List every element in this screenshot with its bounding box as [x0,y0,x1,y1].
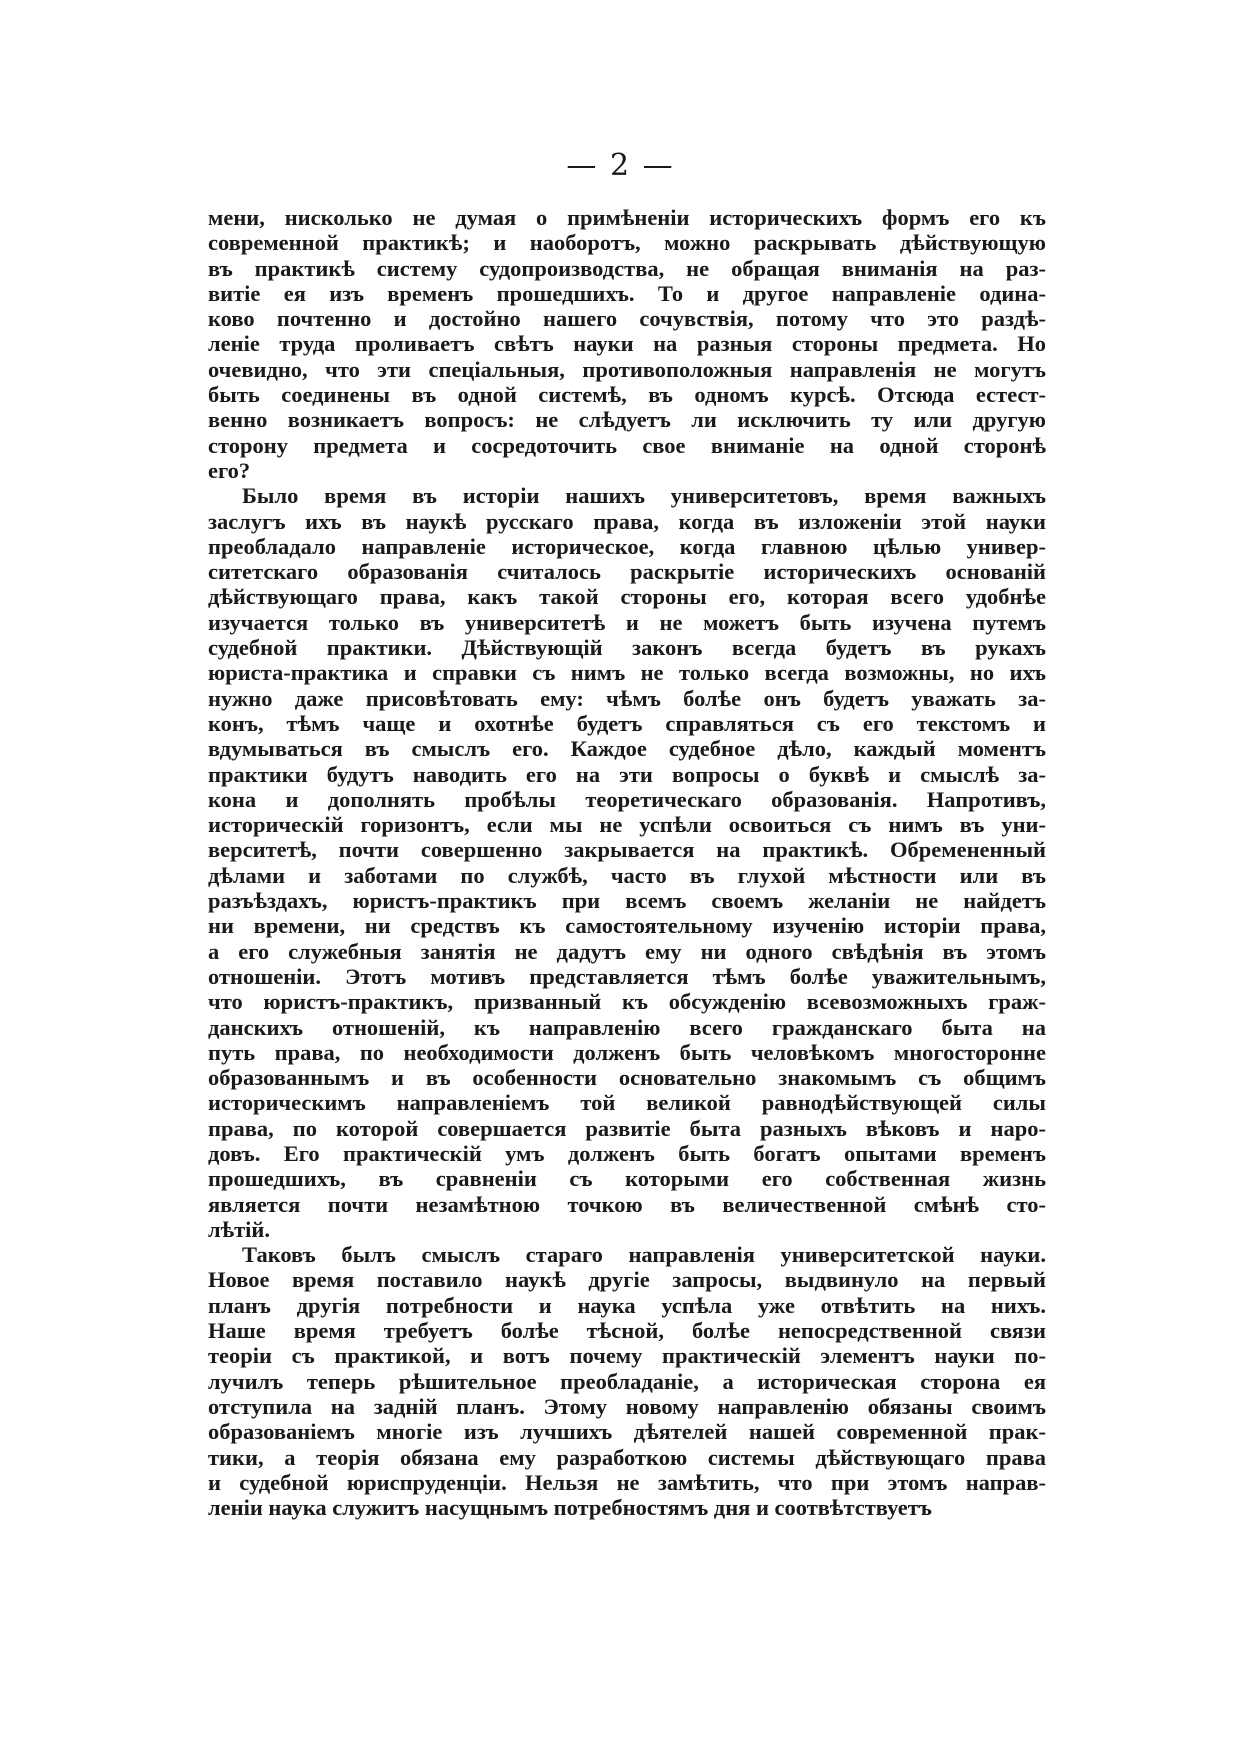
page-number: — 2 — [566,148,675,183]
text-line: дѣлами и заботами по службѣ, часто въ глухой мѣстности или въ [208,862,1046,888]
text-line: образованіемъ многіе изъ лучшихъ дѣятелей нашей современной прак- [208,1419,1046,1445]
text-line: прошедшихъ, въ сравненіи съ которыми его собственная жизнь [208,1166,1046,1192]
text-line: теоріи съ практикой, и вотъ почему практическій элементъ науки по- [208,1343,1046,1369]
text-line: Было время въ исторіи нашихъ университетовъ, время важныхъ [242,483,1046,509]
text-line: права, по которой совершается развитіе быта разныхъ вѣковъ и наро- [208,1115,1046,1141]
text-line: довъ. Его практическій умъ долженъ быть богатъ опытами временъ [208,1140,1046,1166]
text-line: конъ, тѣмъ чаще и охотнѣе будетъ справляться съ его текстомъ и [208,710,1046,736]
text-line: нужно даже присовѣтовать ему: чѣмъ болѣе онъ будетъ уважать за- [208,685,1046,711]
text-line: Таковъ былъ смыслъ стараго направленія университетской науки. [242,1242,1046,1268]
text-line: что юристъ-практикъ, призванный къ обсужденію всевозможныхъ граж- [208,989,1046,1015]
paragraph-1 [208,205,1046,483]
text-line: отступила на задній планъ. Этому новому направленію обязаны своимъ [208,1393,1046,1419]
text-line: юриста-практика и справки съ нимъ не только всегда возможны, но ихъ [208,660,1046,686]
text-line: верситетѣ, почти совершенно закрывается на практикѣ. Обремененный [208,837,1046,863]
text-line: образованнымъ и въ особенности основательно знакомымъ съ общимъ [208,1065,1046,1091]
text-line: и судебной юриспруденціи. Нельзя не замѣтить, что при этомъ направ- [208,1469,1046,1495]
text-line: Новое время поставило наукѣ другіе запросы, выдвинуло на первый [208,1267,1046,1293]
paragraph-2 [208,483,1046,1242]
text-line: его? [208,457,251,483]
text-line: ково почтенно и достойно нашего сочувствія, потому что это раздѣ- [208,306,1046,332]
text-line: въ практикѣ систему судопроизводства, не обращая вниманія на раз- [208,255,1046,281]
text-line: планъ другія потребности и наука успѣла уже отвѣтить на нихъ. [208,1292,1046,1318]
text-line: сторону предмета и сосредоточить свое вниманіе на одной сторонѣ [208,432,1046,458]
text-line: практики будутъ наводить его на эти вопросы о буквѣ и смыслѣ за- [208,761,1046,787]
text-line: витіе ея изъ временъ прошедшихъ. То и другое направленіе одина- [208,280,1046,306]
text-line: мени, нисколько не думая о примѣненіи историческихъ формъ его къ [208,205,1046,230]
text-line: ни времени, ни средствъ къ самостоятельному изученію исторіи права, [208,913,1046,939]
text-line: историческимъ направленіемъ той великой равнодѣйствующей силы [208,1090,1046,1116]
text-line: ситетскаго образованія считалось раскрытіе историческихъ основаній [208,559,1046,585]
text-line: современной практикѣ; и наоборотъ, можно раскрывать дѣйствующую [208,230,1046,256]
text-line: историческій горизонтъ, если мы не успѣли освоиться съ нимъ въ уни- [208,812,1046,838]
text-line: лѣтій. [208,1216,271,1242]
text-line: изучается только въ университетѣ и не можетъ быть изучена путемъ [208,609,1046,635]
text-line: дѣйствующаго права, какъ такой стороны его, которая всего удобнѣе [208,584,1046,610]
text-line: кона и дополнять пробѣлы теоретическаго образованія. Напротивъ, [208,786,1046,812]
text-line: тики, а теорія обязана ему разработкою системы дѣйствующаго права [208,1444,1046,1470]
text-line: Наше время требуетъ болѣе тѣсной, болѣе непосредственной связи [208,1318,1046,1344]
text-line: преобладало направленіе историческое, когда главною цѣлью универ- [208,533,1046,559]
text-line: заслугъ ихъ въ наукѣ русскаго права, когда въ изложеніи этой науки [208,508,1046,534]
text-line: разъѣздахъ, юристъ-практикъ при всемъ своемъ желаніи не найдетъ [208,888,1046,914]
text-line: вдумываться въ смыслъ его. Каждое судебное дѣло, каждый моментъ [208,736,1046,762]
text-line: судебной практики. Дѣйствующій законъ всегда будетъ въ рукахъ [208,635,1046,661]
text-line: путь права, по необходимости долженъ быть человѣкомъ многосторонне [208,1039,1046,1065]
text-line: является почти незамѣтною точкою въ величественной смѣнѣ сто- [208,1191,1046,1217]
text-line: очевидно, что эти спеціальныя, противоположныя направленія не могутъ [208,356,1046,382]
text-line: быть соединены въ одной системѣ, въ одномъ курсѣ. Отсюда естест- [208,382,1046,408]
text-line: леніи наука служитъ насущнымъ потребностямъ дня и соотвѣтствуетъ [208,1495,932,1521]
text-line: отношеніи. Этотъ мотивъ представляется тѣмъ болѣе уважительнымъ, [208,963,1046,989]
text-line: а его служебныя занятія не дадутъ ему ни одного свѣдѣнія въ этомъ [208,938,1046,964]
paragraph-3 [208,1242,1046,1520]
body-text [208,205,1046,1520]
text-line: леніе труда проливаетъ свѣтъ науки на разныя стороны предмета. Но [208,331,1046,357]
text-line: лучилъ теперь рѣшительное преобладаніе, а историческая сторона ея [208,1368,1046,1394]
text-line: венно возникаетъ вопросъ: не слѣдуетъ ли исключить ту или другую [208,407,1046,433]
text-line: данскихъ отношеній, къ направленію всего гражданскаго быта на [208,1014,1046,1040]
